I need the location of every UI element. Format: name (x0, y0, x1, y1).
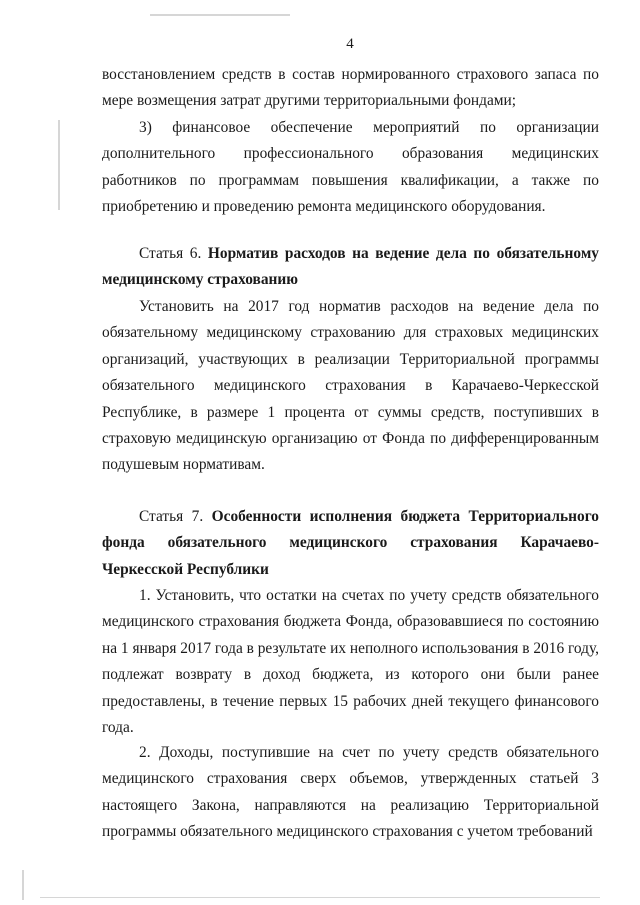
scan-artifact-bottom-left (22, 870, 24, 900)
continuation-paragraph: восстановлением средств в состав нормированного страхового запаса по мере возмещения затрат другими территориальными фондами; (102, 66, 599, 110)
page-number: 4 (346, 36, 354, 52)
item-3-paragraph: 3) финансовое обеспечение мероприятий по организации дополнительного профессионального образования медицинских работников по программам повышения квалификации, а также по приобретению и проведению ремонта медицинского оборудования. (102, 119, 599, 216)
article-6-heading (102, 241, 599, 294)
article-7-prefix: Статья 7. (139, 508, 204, 525)
article-6-prefix: Статья 6. (139, 245, 202, 262)
scan-artifact-left (58, 120, 60, 210)
scan-artifact-bottom (40, 897, 600, 898)
article-6-title: Норматив расходов на ведение дела по обязательному медицинскому страхованию (102, 245, 599, 289)
article-7-paragraph-2: 2. Доходы, поступившие на счет по учету средств обязательного медицинского страхования сверх объемов, утвержденных статьей 3 настоящего Закона, направляются на реализацию Территориальной программы обязательного медицинского страхования с учетом требований (102, 744, 599, 841)
article-7-heading (102, 504, 599, 583)
article-7-title: Особенности исполнения бюджета Территориального фонда обязательного медицинского страхования Карачаево-Черкесской Республики (102, 508, 599, 578)
article-6-body: Установить на 2017 год норматив расходов на ведение дела по обязательному медицинскому страхованию для страховых медицинских организаций, участвующих в реализации Территориальной программы обязательного медицинского страхования в Карачаево-Черкесской Республике, в размере 1 процента от суммы средств, поступивших в страховую медицинскую организацию от Фонда по дифференцированным подушевым нормативам. (102, 298, 599, 474)
scan-artifact-top (150, 14, 290, 16)
article-7-paragraph-1: 1. Установить, что остатки на счетах по учету средств обязательного медицинского страхования бюджета Фонда, образовавшиеся по состоянию на 1 января 2017 года в результате их неполного использования в 2016 году, подлежат возврату в доход бюджета, из которого они были ранее предоставлены, в течение первых 15 рабочих дней текущего финансового года. (102, 587, 599, 737)
